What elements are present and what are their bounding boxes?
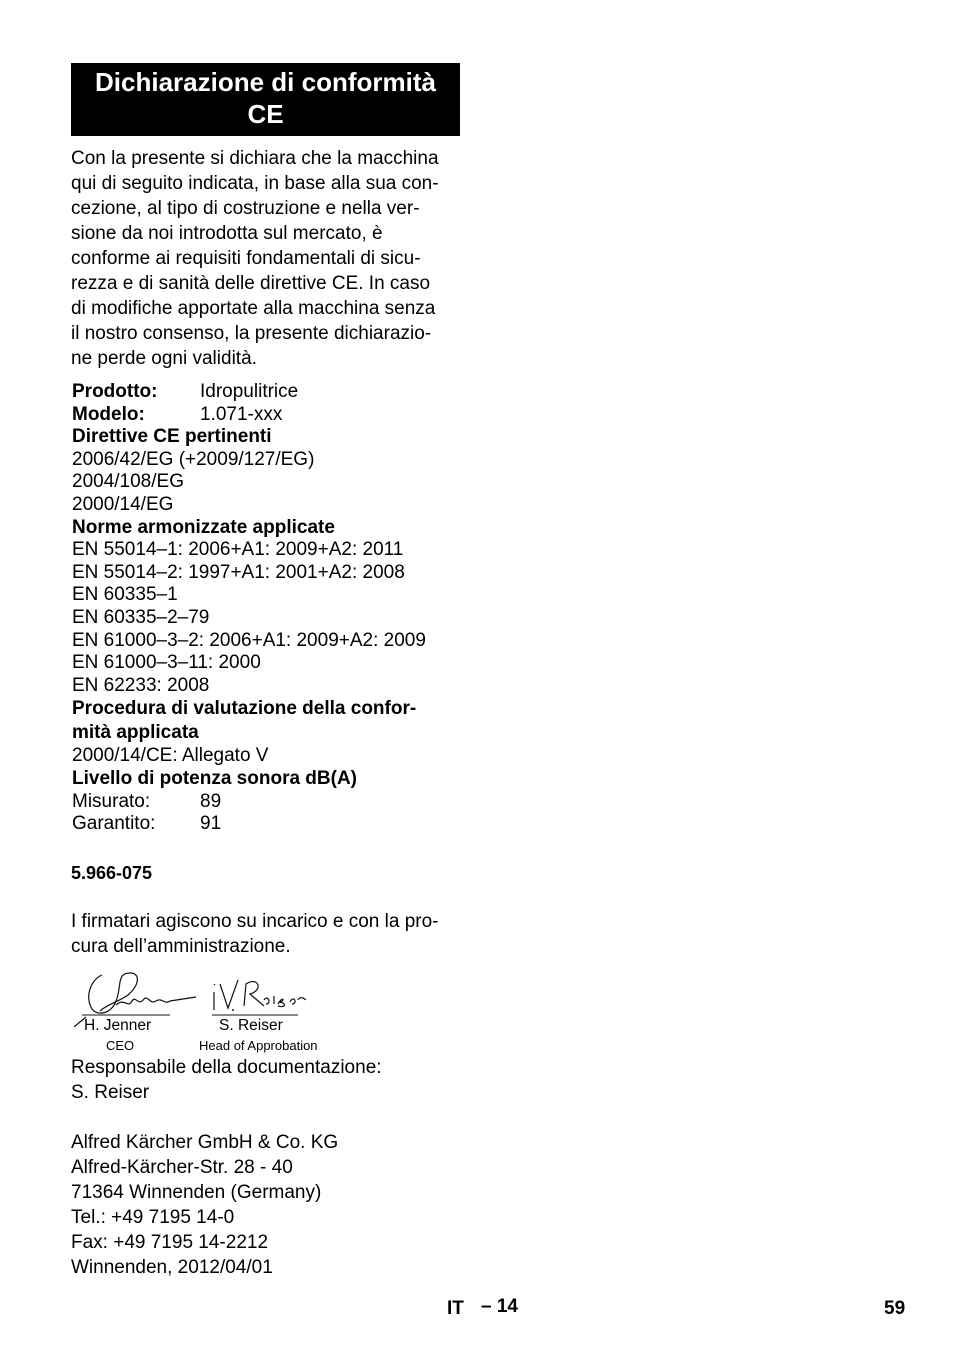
intro-line: Con la presente si dichiara che la macchina — [71, 148, 439, 169]
sound-heading: Livello di potenza sonora dB(A) — [72, 767, 358, 789]
responsible-name: S. Reiser — [71, 1082, 150, 1103]
page-title — [71, 63, 460, 136]
directive-item: 2004/108/EG — [72, 471, 184, 493]
model-value: 1.071-xxx — [200, 403, 283, 425]
signer-name: S. Reiser — [219, 1017, 283, 1034]
signature-block-reiser — [199, 970, 318, 1053]
address-line: 71364 Winnenden (Germany) — [71, 1182, 322, 1203]
norm-item: EN 55014–2: 1997+A1: 2001+A2: 2008 — [72, 561, 405, 583]
footer-page-number: 59 — [884, 1298, 906, 1319]
declaration-column — [71, 63, 460, 959]
documentation-responsible — [71, 1055, 382, 1105]
norm-item: EN 60335–2–79 — [72, 606, 210, 628]
norm-item: EN 55014–1: 2006+A1: 2009+A2: 2011 — [72, 539, 404, 561]
procedure-heading-1: Procedura di valutazione della confor- — [72, 698, 417, 720]
norm-item: EN 60335–1 — [72, 584, 178, 606]
signers-statement — [71, 909, 460, 959]
sound-measured-value: 89 — [200, 790, 222, 812]
norms-heading: Norme armonizzate applicate — [72, 516, 335, 538]
signer-role: Head of Approbation — [199, 1038, 318, 1053]
procedure-value: 2000/14/CE: Allegato V — [72, 745, 269, 767]
procedure-heading-2: mità applicata — [72, 722, 199, 744]
footer-section-page: – 14 — [481, 1296, 518, 1317]
sound-guaranteed-value: 91 — [200, 813, 222, 835]
footer-language: IT — [447, 1298, 464, 1319]
sound-measured-row — [72, 791, 460, 814]
intro-line: qui di seguito indicata, in base alla sua con- — [71, 173, 439, 194]
intro-line: cezione, al tipo di costruzione e nella ver- — [71, 198, 420, 219]
sound-guaranteed-label: Garantito: — [72, 813, 156, 835]
model-label: Modelo: — [72, 403, 145, 425]
intro-line: di modifiche apportate alla macchina senza — [71, 298, 436, 319]
signers-line: I firmatari agiscono su incarico e con la pro- — [71, 910, 439, 932]
address-line: Alfred Kärcher GmbH & Co. KG — [71, 1132, 339, 1153]
document-code: 5.966-075 — [71, 862, 153, 883]
company-address — [71, 1130, 338, 1280]
address-line: Fax: +49 7195 14-2212 — [71, 1232, 269, 1253]
directive-item: 2006/42/EG (+2009/127/EG) — [72, 448, 315, 470]
intro-line: il nostro consenso, la presente dichiarazio- — [71, 323, 432, 344]
directive-item: 2000/14/EG — [72, 493, 174, 515]
product-row — [72, 381, 460, 404]
model-row — [72, 404, 460, 427]
intro-paragraph — [71, 146, 460, 371]
signature-block-jenner — [72, 965, 202, 1053]
norm-item: EN 62233: 2008 — [72, 674, 210, 696]
product-label: Prodotto: — [72, 381, 158, 402]
signers-line: cura dell’amministrazione. — [71, 935, 291, 957]
product-value: Idropulitrice — [200, 381, 299, 402]
intro-line: ne perde ogni validità. — [71, 348, 257, 369]
title-line-1: Dichiarazione di conformità — [95, 67, 436, 97]
handwritten-signature-icon — [208, 970, 308, 1020]
product-facts — [71, 381, 460, 836]
title-line-2: CE — [247, 99, 284, 129]
intro-line: sione da noi introdotta sul mercato, è — [71, 223, 383, 244]
address-line: Winnenden, 2012/04/01 — [71, 1257, 273, 1278]
norm-item: EN 61000–3–2: 2006+A1: 2009+A2: 2009 — [72, 629, 426, 651]
intro-line: rezza e di sanità delle direttive CE. In caso — [71, 273, 431, 294]
address-line: Alfred-Kärcher-Str. 28 - 40 — [71, 1157, 293, 1178]
norm-item: EN 61000–3–11: 2000 — [72, 652, 261, 674]
directives-heading: Direttive CE pertinenti — [72, 426, 272, 448]
sound-guaranteed-row — [72, 813, 460, 836]
address-line: Tel.: +49 7195 14-0 — [71, 1207, 235, 1228]
signer-name: H. Jenner — [84, 1017, 152, 1034]
responsible-label: Responsabile della documentazione: — [71, 1057, 382, 1078]
signer-role: CEO — [106, 1038, 135, 1053]
intro-line: conforme ai requisiti fondamentali di sicu- — [71, 248, 421, 269]
sound-measured-label: Misurato: — [72, 790, 151, 812]
